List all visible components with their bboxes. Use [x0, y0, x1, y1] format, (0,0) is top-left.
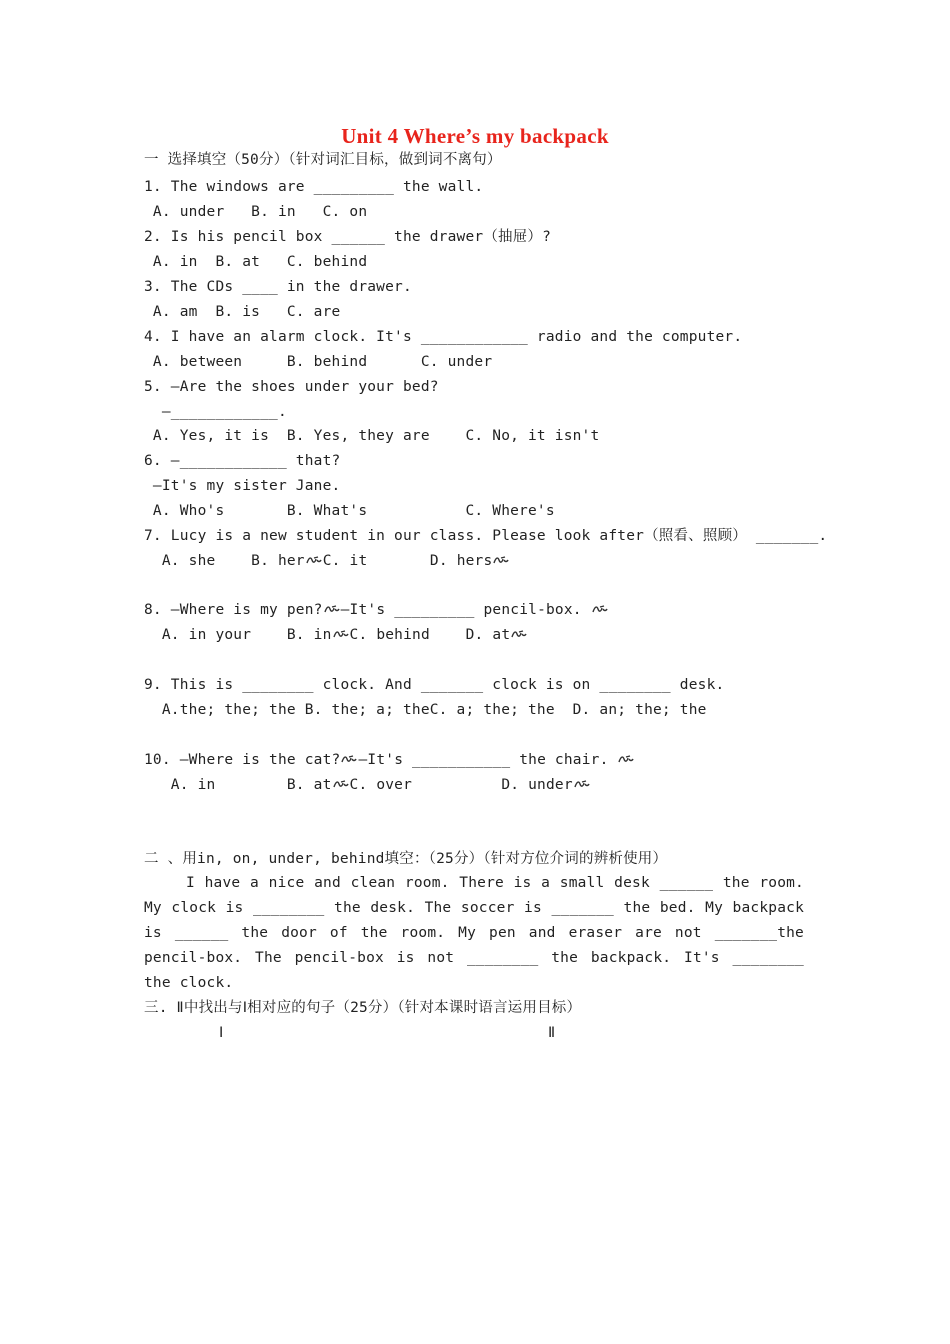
column-label-two: Ⅱ [548, 1025, 556, 1041]
q8-answer: —It's _________ pencil-box. [340, 602, 591, 618]
squiggle-mark-icon [493, 554, 509, 566]
section2-paragraph-text: I have a nice and clean room. There is a small desk ______ the room. My clock is ________ the desk. The soccer is _______ the bed. My backpack is ______ the door of the room. My pen and eraser are not _______the pencil-box. The pencil-box is not ________ the backpack. It's ________ the clock. [144, 875, 804, 991]
q3-text: 3. The CDs ____ in the drawer. [144, 279, 412, 295]
squiggle-mark-icon [333, 628, 349, 640]
section2-paragraph [144, 871, 804, 996]
q8-option-cd: C. behind D. at [349, 627, 511, 643]
column-label-one: Ⅰ [219, 1025, 224, 1041]
q10-question: 10. —Where is the cat? [144, 752, 341, 768]
q5-reply: —____________. [144, 404, 287, 420]
q10-options [144, 775, 591, 795]
q8-options [144, 625, 528, 645]
squiggle-mark-icon [324, 603, 340, 615]
q8-option-ab: A. in your B. in [144, 627, 332, 643]
q8-question: 8. —Where is my pen? [144, 602, 323, 618]
q6-reply: —It's my sister Jane. [144, 478, 341, 494]
section2-heading: 二 、用in, on, under, behind填空：（25分）（针对方位介词的辨析使用） [144, 851, 668, 867]
q5-options: A. Yes, it is B. Yes, they are C. No, it isn't [144, 428, 600, 444]
q2-text: 2. Is his pencil box ______ the drawer（抽屉）? [144, 229, 552, 245]
q1-options: A. under B. in C. on [144, 204, 368, 220]
q7-options [144, 551, 510, 571]
squiggle-mark-icon [574, 778, 590, 790]
q2-options: A. in B. at C. behind [144, 254, 368, 270]
q9-options: A.the; the; the B. the; a; theC. a; the; the D. an; the; the [144, 702, 707, 718]
document-title: Unit 4 Where’s my backpack [341, 124, 609, 148]
q4-text: 4. I have an alarm clock. It's ____________ radio and the computer. [144, 329, 743, 345]
section1-heading: 一 选择填空（50分）（针对词汇目标，做到词不离句） [144, 152, 502, 168]
squiggle-mark-icon [306, 554, 322, 566]
q10-option-cd: C. over D. under [349, 777, 573, 793]
q10-answer: —It's ___________ the chair. [358, 752, 618, 768]
q7-option-ab: A. she B. her [144, 553, 305, 569]
q7-text: 7. Lucy is a new student in our class. Please look after（照看、照顾） _______. [144, 528, 828, 544]
squiggle-mark-icon [333, 778, 349, 790]
squiggle-mark-icon [511, 628, 527, 640]
squiggle-mark-icon [592, 603, 608, 615]
q3-options: A. am B. is C. are [144, 304, 341, 320]
section3-heading: 三. Ⅱ中找出与Ⅰ相对应的句子（25分）（针对本课时语言运用目标） [144, 1000, 582, 1016]
q1-text: 1. The windows are _________ the wall. [144, 179, 484, 195]
q6-text: 6. —____________ that? [144, 453, 341, 469]
squiggle-mark-icon [341, 753, 357, 765]
q7-option-cd: C. it D. hers [322, 553, 493, 569]
q6-options: A. Who's B. What's C. Where's [144, 503, 555, 519]
q9-text: 9. This is ________ clock. And _______ clock is on ________ desk. [144, 677, 725, 693]
q8-text [144, 600, 609, 620]
squiggle-mark-icon [618, 753, 634, 765]
q4-options: A. between B. behind C. under [144, 354, 493, 370]
q10-option-ab: A. in B. at [144, 777, 332, 793]
q10-text [144, 750, 635, 770]
q5-text: 5. —Are the shoes under your bed? [144, 379, 439, 395]
